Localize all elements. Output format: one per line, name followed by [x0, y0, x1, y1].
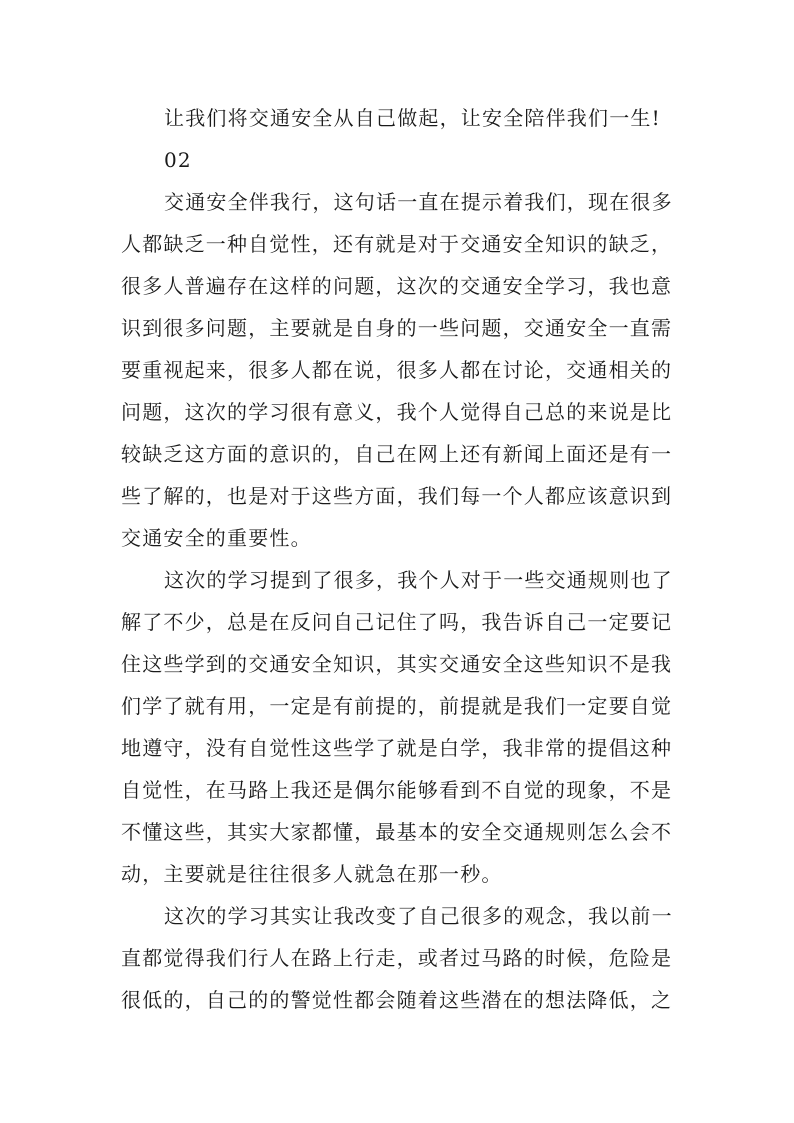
paragraph-line: 交通安全的重要性。 — [121, 526, 312, 550]
paragraph-line: 要重视起来，很多人都在说，很多人都在讨论，交通相关的 — [121, 358, 673, 382]
paragraph-line: 不懂这些，其实大家都懂，最基本的安全交通规则怎么会不 — [121, 820, 673, 844]
section-number: 02 — [164, 148, 192, 172]
paragraph-line: 很低的，自己的的警觉性都会随着这些潜在的想法降低，之 — [121, 988, 673, 1012]
paragraph-line: 住这些学到的交通安全知识，其实交通安全这些知识不是我 — [121, 652, 673, 676]
paragraph-line: 这次的学习其实让我改变了自己很多的观念，我以前一 — [164, 904, 673, 928]
paragraph-line: 问题，这次的学习很有意义，我个人觉得自己总的来说是比 — [121, 400, 673, 424]
paragraph-line: 地遵守，没有自觉性这些学了就是白学，我非常的提倡这种 — [121, 736, 673, 760]
paragraph-line: 些了解的，也是对于这些方面，我们每一个人都应该意识到 — [121, 484, 673, 508]
paragraph-line: 这次的学习提到了很多，我个人对于一些交通规则也了 — [164, 568, 673, 592]
paragraph-line: 很多人普遍存在这样的问题，这次的交通安全学习，我也意 — [121, 274, 673, 298]
paragraph-line: 识到很多问题，主要就是自身的一些问题，交通安全一直需 — [121, 316, 673, 340]
paragraph-line: 直都觉得我们行人在路上行走，或者过马路的时候，危险是 — [121, 946, 673, 970]
paragraph-line: 较缺乏这方面的意识的，自己在网上还有新闻上面还是有一 — [121, 442, 673, 466]
paragraph-line: 人都缺乏一种自觉性，还有就是对于交通安全知识的缺乏， — [121, 232, 673, 256]
closing-sentence: 让我们将交通安全从自己做起，让安全陪伴我们一生! — [164, 106, 661, 130]
paragraph-line: 自觉性，在马路上我还是偶尔能够看到不自觉的现象，不是 — [121, 778, 673, 802]
paragraph-line: 交通安全伴我行，这句话一直在提示着我们，现在很多 — [164, 190, 673, 214]
paragraph-line: 动，主要就是往往很多人就急在那一秒。 — [121, 862, 503, 886]
paragraph-line: 解了不少，总是在反问自己记住了吗，我告诉自己一定要记 — [121, 610, 673, 634]
paragraph-line: 们学了就有用，一定是有前提的，前提就是我们一定要自觉 — [121, 694, 673, 718]
